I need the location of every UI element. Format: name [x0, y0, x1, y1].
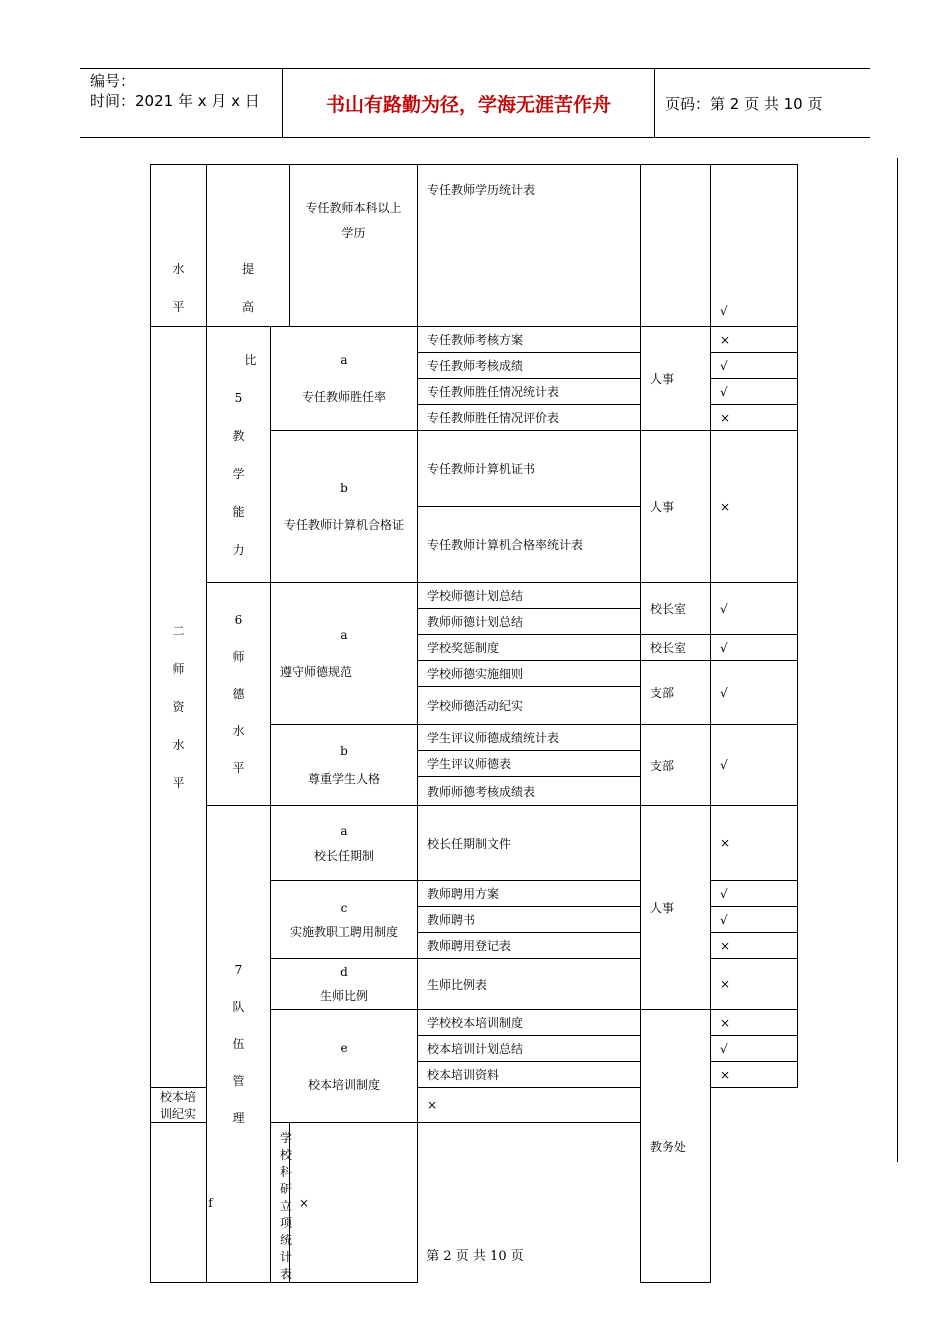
dept-cell: 支部 — [641, 661, 711, 725]
mark-cell: √ — [711, 725, 798, 806]
item-cell — [271, 1010, 418, 1123]
dept-cell: 人事 — [641, 431, 711, 583]
item-letter: d — [340, 965, 348, 979]
item-label: 专任教师计算机合格证 — [284, 518, 405, 532]
material-cell — [418, 165, 641, 327]
evaluation-table — [150, 164, 798, 1283]
material-label: 专任教师学历统计表 — [427, 183, 536, 197]
item-cell — [271, 959, 418, 1010]
mark-cell: × — [711, 1062, 798, 1088]
header-info — [80, 69, 282, 137]
subsection-6-cell — [207, 583, 271, 806]
doc-code-label: 编号： — [90, 72, 136, 90]
item-cell — [271, 725, 418, 806]
item-label: 遵守师德规范 — [280, 665, 353, 679]
category-cell — [151, 165, 207, 327]
mark-cell: √ — [711, 635, 798, 661]
page-header — [80, 68, 870, 138]
material-cell: 学生评议师德成绩统计表 — [418, 725, 641, 751]
mark-cell: × — [290, 1123, 418, 1283]
subsection-char: 能 — [232, 504, 245, 519]
dept-cell: 人事 — [641, 806, 711, 1010]
material-cell: 教师聘用方案 — [418, 881, 641, 907]
header-motto: 书山有路勤为径，学海无涯苦作舟 — [282, 69, 655, 137]
item-letter: b — [340, 481, 348, 495]
mark-cell: × — [711, 933, 798, 959]
material-cell: 校本培训计划总结 — [418, 1036, 641, 1062]
material-cell: 教师聘用登记表 — [418, 933, 641, 959]
item-cell — [271, 806, 418, 881]
subcategory-cell — [207, 165, 290, 327]
page-footer: 第 2 页 共 10 页 — [426, 1249, 524, 1264]
section-char: 师 — [172, 662, 185, 676]
subsection-char: 比 — [244, 352, 257, 367]
material-cell: 专任教师考核成绩 — [418, 353, 641, 379]
mark-cell: √ — [711, 1036, 798, 1062]
dept-cell: 支部 — [641, 725, 711, 806]
section-title-cell — [151, 327, 207, 1088]
subcategory-char: 高 — [242, 300, 255, 314]
mark-cell: √ — [711, 907, 798, 933]
header-page-number: 页码：第 2 页 共 10 页 — [665, 94, 823, 113]
mark-cell: √ — [711, 379, 798, 405]
item-letter: a — [340, 628, 348, 642]
material-cell: 学校校本培训制度 — [418, 1010, 641, 1036]
item-cell — [290, 165, 418, 327]
item-letter: e — [340, 1040, 348, 1055]
item-label: 校本培训制度 — [308, 1077, 381, 1092]
table-row — [151, 327, 798, 353]
section-char: 水 — [172, 738, 185, 752]
subsection-char: 队 — [232, 999, 245, 1014]
material-cell: 专任教师计算机证书 — [418, 431, 641, 507]
material-cell: 教师聘书 — [418, 907, 641, 933]
material-cell: 教师师德计划总结 — [418, 609, 641, 635]
subcategory-char: 提 — [242, 262, 255, 276]
dept-cell: 教务处 — [641, 1010, 711, 1283]
subsection-char: 教 — [232, 428, 245, 443]
subsection-char: 水 — [232, 723, 245, 738]
subsection-char: 平 — [232, 760, 245, 775]
mark-cell: √ — [711, 881, 798, 907]
mark-cell: √ — [711, 353, 798, 379]
material-cell: 学校师德实施细则 — [418, 661, 641, 687]
subsection-5-cell — [207, 327, 271, 583]
item-cell — [271, 881, 418, 959]
material-cell: 学校师德活动纪实 — [418, 687, 641, 725]
mark-cell: × — [711, 431, 798, 583]
category-char: 水 — [172, 262, 185, 276]
mark-cell — [711, 165, 798, 327]
material-cell: 校长任期制文件 — [418, 806, 641, 881]
subsection-char: 7 — [234, 962, 243, 977]
item-label: 专任教师本科以上学历 — [305, 200, 402, 240]
item-label: 校长任期制 — [314, 848, 375, 863]
item-label: 实施教职工聘用制度 — [290, 924, 399, 939]
dept-cell — [641, 165, 711, 327]
item-letter: a — [340, 823, 348, 838]
mark-cell: × — [711, 806, 798, 881]
material-label: 学校科研立项统计表 — [280, 1131, 293, 1281]
subsection-char: 6 — [234, 612, 243, 627]
material-cell: 专任教师考核方案 — [418, 327, 641, 353]
item-letter: a — [340, 353, 348, 367]
check-mark: √ — [720, 304, 728, 318]
subsection-char: 学 — [232, 466, 245, 481]
mark-cell: × — [418, 1088, 641, 1123]
item-letter: c — [340, 900, 348, 915]
mark-cell: √ — [711, 661, 798, 725]
subsection-char: 师 — [232, 649, 245, 664]
category-char: 平 — [172, 300, 185, 314]
table-row — [151, 583, 798, 609]
item-label: 生师比例 — [320, 989, 369, 1003]
item-letter: b — [340, 744, 348, 758]
item-cell — [271, 431, 418, 583]
material-cell: 专任教师胜任情况统计表 — [418, 379, 641, 405]
material-cell: 专任教师胜任情况评价表 — [418, 405, 641, 431]
subsection-char: 理 — [232, 1110, 245, 1125]
subsection-char: 管 — [232, 1073, 245, 1088]
item-cell — [271, 583, 418, 725]
material-cell: 专任教师计算机合格率统计表 — [418, 507, 641, 583]
section-char: 平 — [172, 776, 185, 790]
material-cell: 学校奖惩制度 — [418, 635, 641, 661]
mark-cell: × — [711, 327, 798, 353]
item-letter: f — [208, 1195, 213, 1210]
doc-date: 时间：2021 年 x 月 x 日 — [90, 92, 260, 110]
material-cell: 校本培训资料 — [418, 1062, 641, 1088]
subsection-char: 德 — [232, 686, 245, 701]
material-cell: 学生评议师德表 — [418, 751, 641, 777]
section-char: 资 — [172, 700, 185, 714]
item-cell — [271, 327, 418, 431]
mark-cell: × — [711, 959, 798, 1010]
dept-cell: 校长室 — [641, 635, 711, 661]
material-cell: 生师比例表 — [418, 959, 641, 1010]
mark-cell: × — [711, 1010, 798, 1036]
section-char: 二 — [172, 624, 185, 638]
subsection-char: 伍 — [232, 1036, 245, 1051]
table-row — [151, 806, 798, 881]
dept-cell: 校长室 — [641, 583, 711, 635]
subsection-char: 力 — [232, 542, 245, 557]
material-cell: 学校师德计划总结 — [418, 583, 641, 609]
material-cell: 校本培训纪实 — [151, 1088, 207, 1123]
table-row — [151, 165, 798, 327]
mark-cell: √ — [711, 583, 798, 635]
material-cell: 教师师德考核成绩表 — [418, 777, 641, 806]
item-label: 尊重学生人格 — [308, 772, 381, 786]
margin-line — [897, 158, 898, 1162]
dept-cell: 人事 — [641, 327, 711, 431]
item-label: 专任教师胜任率 — [302, 390, 387, 404]
mark-cell: × — [711, 405, 798, 431]
subsection-char: 5 — [234, 390, 243, 405]
